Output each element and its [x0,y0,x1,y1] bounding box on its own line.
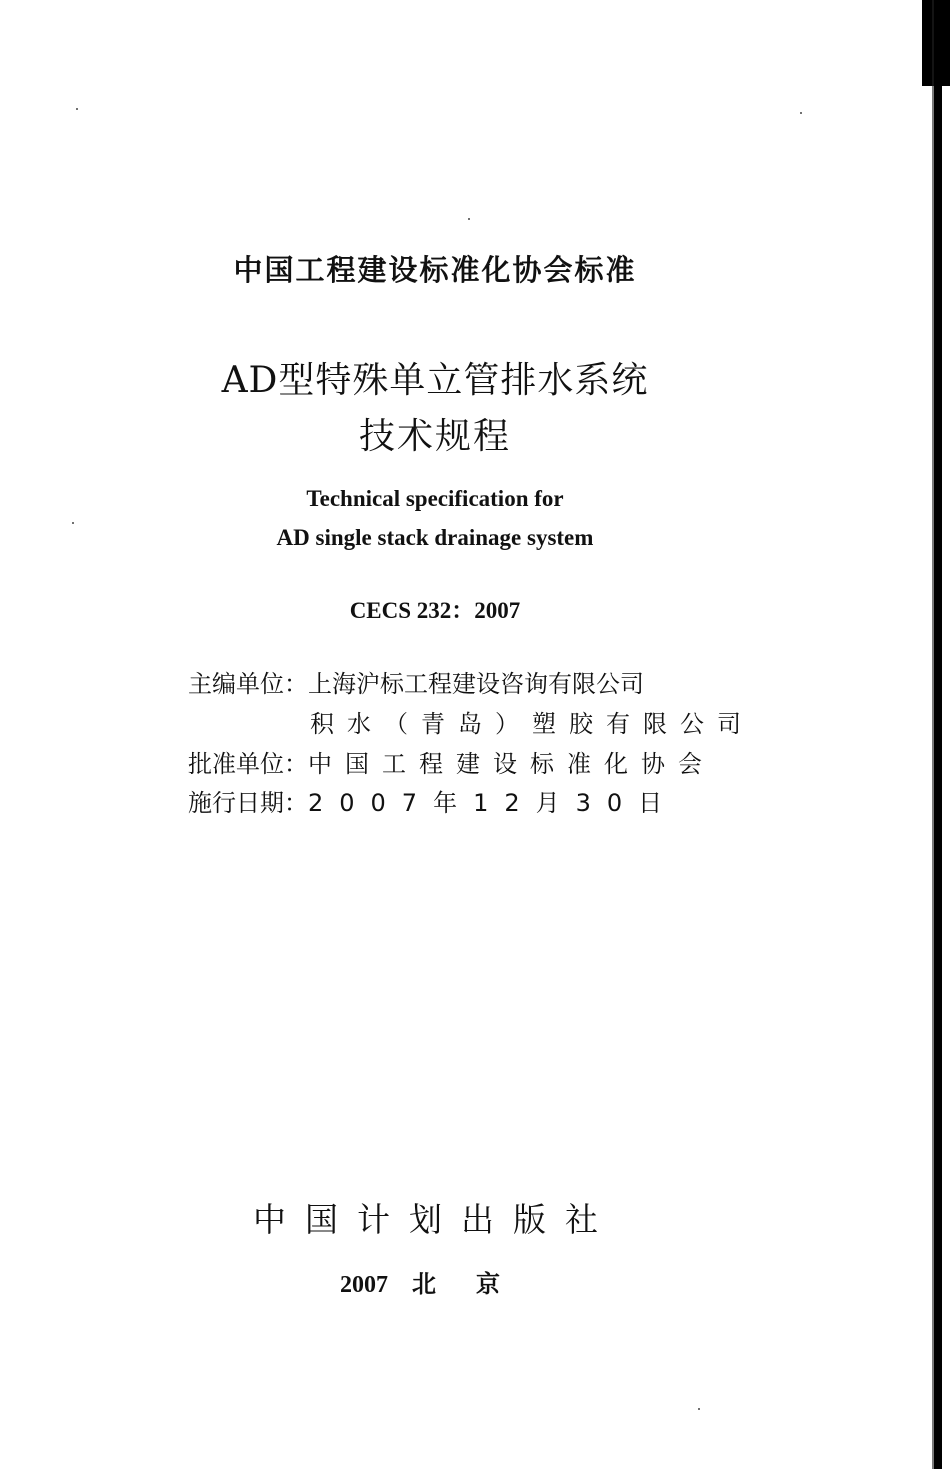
publisher-name: 中国计划出版社 [253,1200,617,1239]
english-title-line-1: Technical specification for [306,486,564,511]
standard-body-title: 中国工程建设标准化协会标准 [233,253,637,287]
document-title-line-1: AD型特殊单立管排水系统 [221,360,649,401]
english-title-line-2: AD single stack drainage system [276,525,594,550]
effective-date: 2007年12月30日 [308,789,679,817]
chief-editor-unit-2: 积水（青岛）塑胶有限公司 [310,710,754,738]
scan-edge [934,0,942,1469]
scan-speck [800,112,802,114]
scan-speck [468,218,470,220]
approval-label: 批准单位： [188,750,308,778]
document-title-line-2: 技术规程 [358,416,511,457]
scan-speck [72,522,74,524]
chief-editor-unit-1: 上海沪标工程建设咨询有限公司 [308,670,644,698]
scan-edge-line [932,0,934,1469]
scan-speck [698,1408,700,1410]
chief-editor-row [188,664,644,699]
publication-year: 2007 [340,1272,388,1298]
publication-place [340,1264,540,1299]
effective-date-row [188,783,678,818]
chief-editor-label: 主编单位： [188,670,308,698]
approval-row [188,744,715,779]
standard-code: CECS 232：2007 [349,598,521,623]
publication-city: 北京 [412,1270,540,1298]
scan-speck [76,108,78,110]
effective-date-label: 施行日期： [188,789,308,817]
approval-unit: 中国工程建设标准化协会 [308,750,715,778]
